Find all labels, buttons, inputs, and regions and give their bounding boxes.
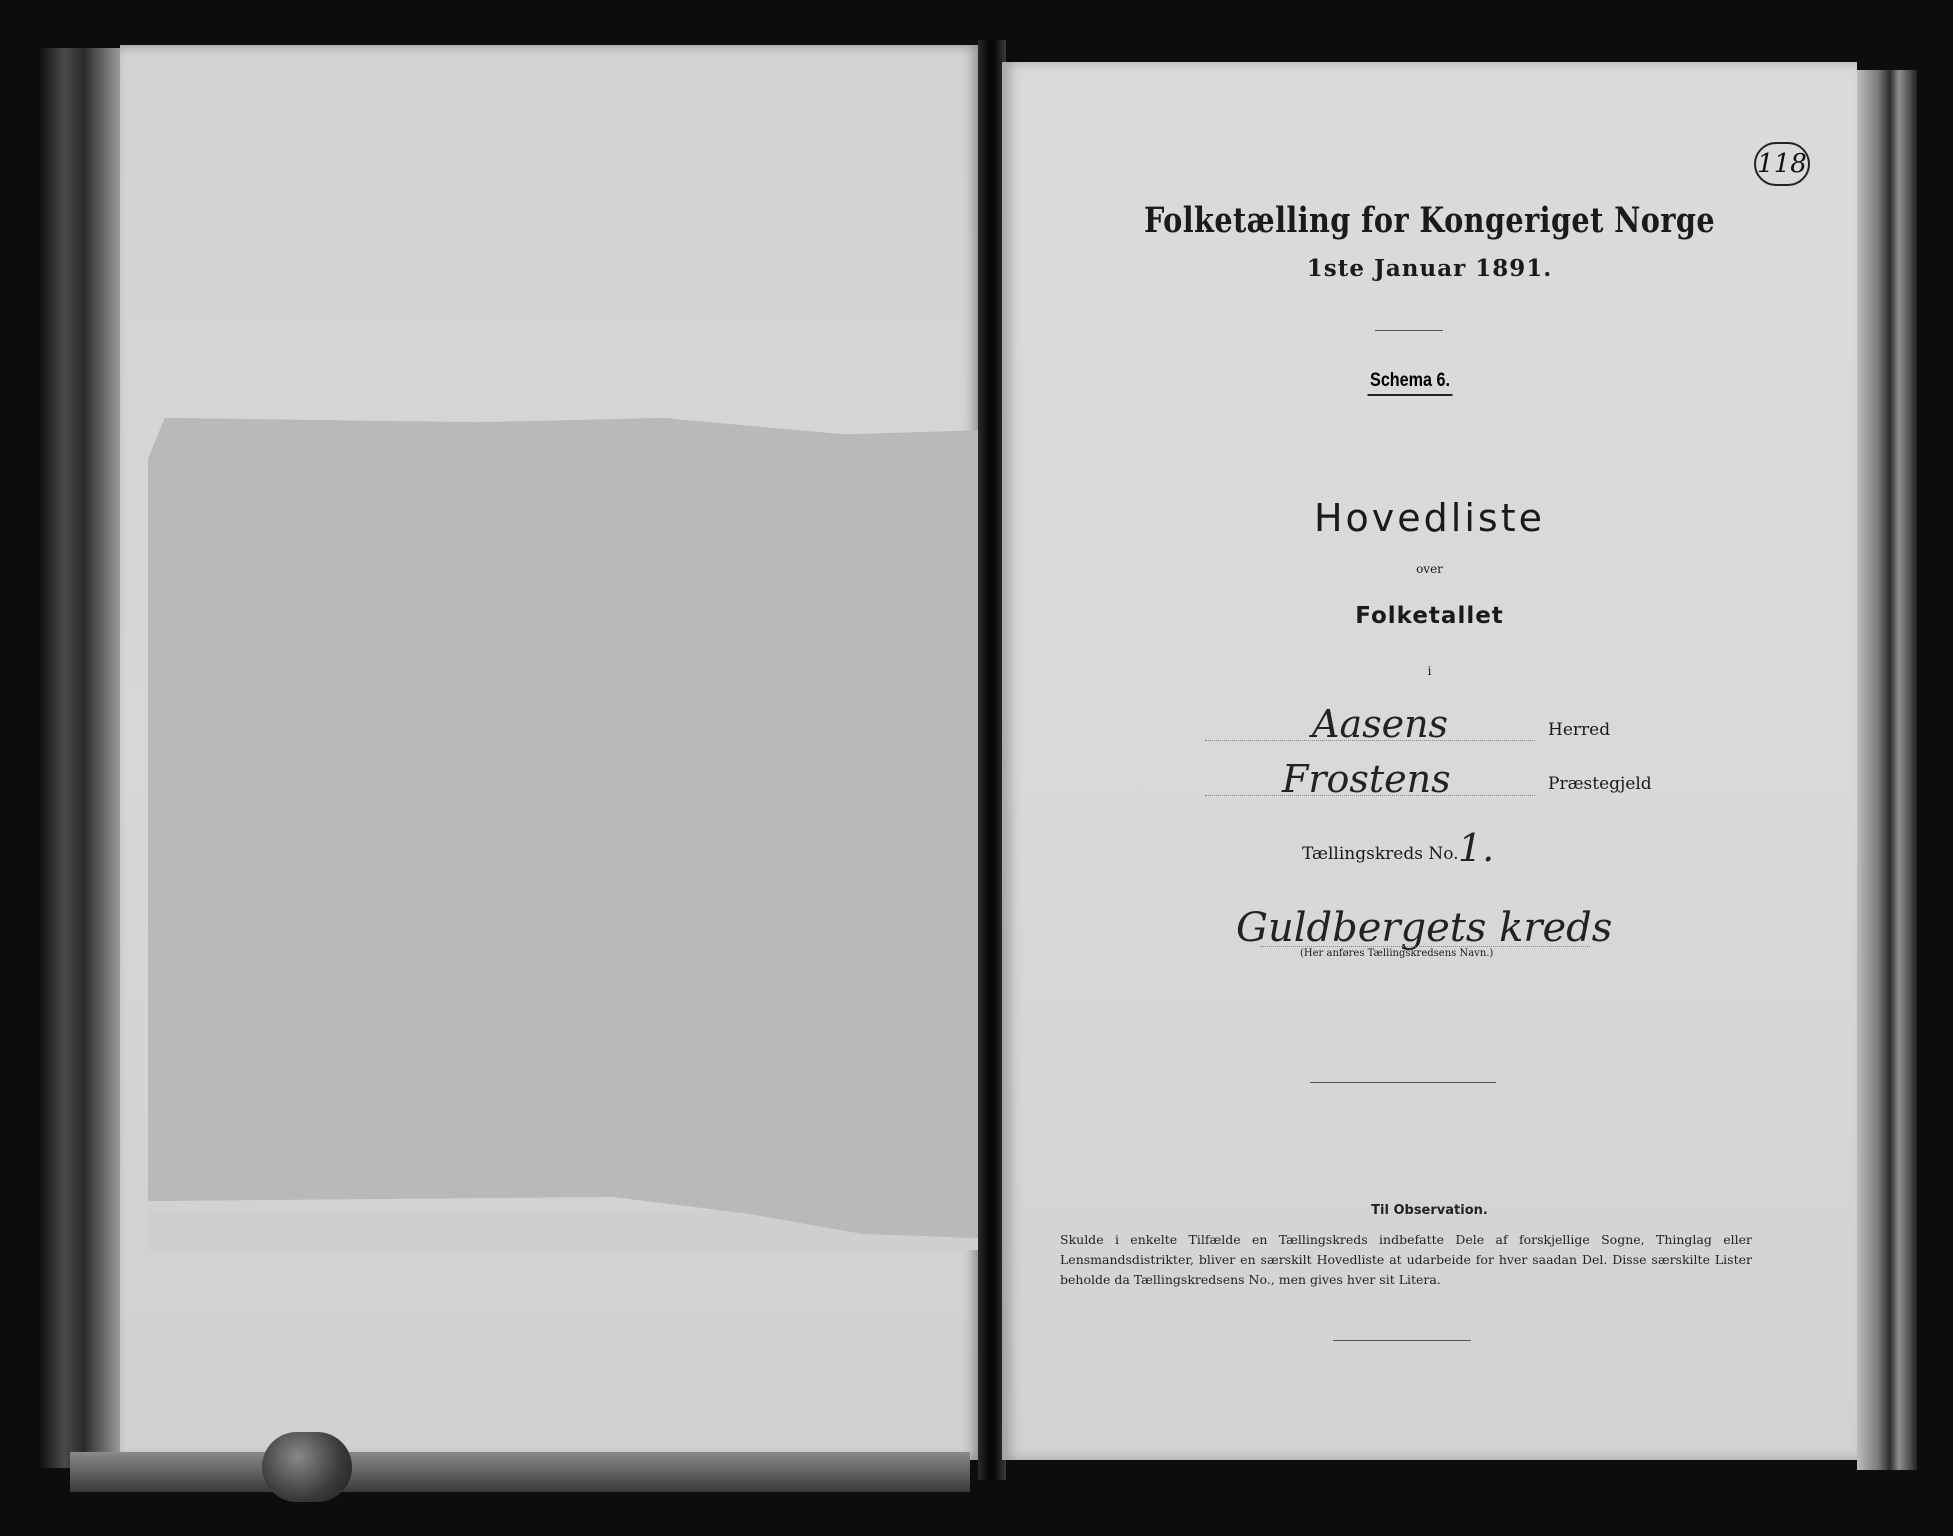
kreds-value: 1. [1458,826,1495,870]
schema-label: Schema 6. [1368,370,1453,396]
book-edge-left [40,48,120,1468]
word-over: over [1416,562,1443,576]
kreds-label: Tællingskreds No. [1302,844,1459,864]
divider-top [1375,330,1443,331]
kreds-name-value: Guldbergets kreds [1236,905,1613,951]
herred-value: Aasens [1312,702,1449,746]
document-title: Folketælling for Kongeriget Norge [1143,200,1716,241]
sub-heading: Folketallet [1355,603,1504,629]
praestegjeld-label: Præstegjeld [1548,774,1652,794]
kreds-name-line [1260,946,1590,947]
kreds-name-caption: (Her anføres Tællingskredsens Navn.) [1300,948,1494,959]
praestegjeld-line [1205,795,1535,796]
divider-middle [1310,1082,1496,1083]
document-date: 1ste Januar 1891. [1306,255,1553,282]
note-body: Skulde i enkelte Tilfælde en Tællingskreds indbefatte Dele af forskjellige Sogne, Thinglag eller Lensmandsdistrikter, bliver en særskilt Hovedliste at udarbeide for hver saadan Del. Disse særskilte Lister beholde da Tællingskredsens No., men gives hver sit Litera. [1060,1232,1752,1287]
herred-label: Herred [1548,720,1611,740]
herred-line [1205,740,1535,741]
praestegjeld-value: Frostens [1282,757,1451,801]
divider-bottom [1333,1340,1471,1341]
page-number: 118 [1754,142,1810,186]
note-title: Til Observation. [1371,1203,1488,1218]
main-heading: Hovedliste [1313,496,1545,540]
left-page-bottom-edge [70,1452,970,1492]
book-clasp [262,1432,352,1502]
inserted-blank-sheet [148,418,978,1238]
word-i: i [1427,664,1432,678]
book-edge-right [1857,70,1917,1470]
